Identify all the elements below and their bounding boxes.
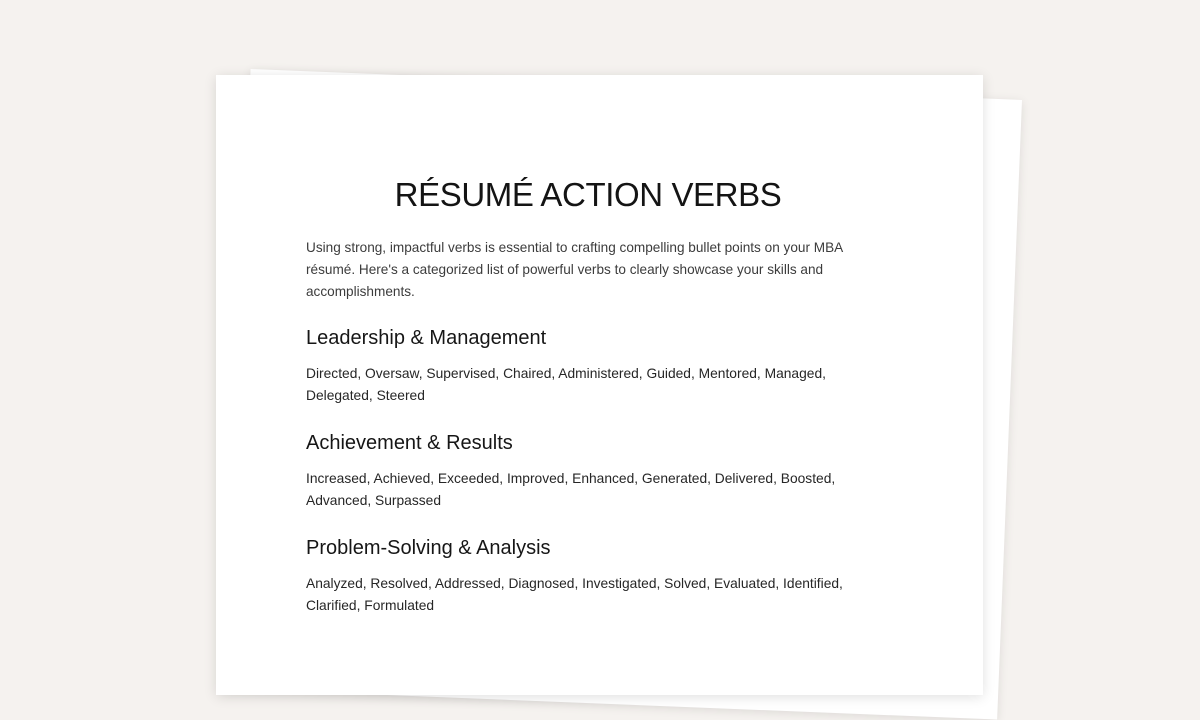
section-verbs-problem-solving: Analyzed, Resolved, Addressed, Diagnosed, Investigated, Solved, Evaluated, Identified, Clarified, Formulated <box>306 576 843 613</box>
intro-paragraph: Using strong, impactful verbs is essential to crafting compelling bullet points on your MBA résumé. Here's a categorized list of powerful verbs to clearly showcase your skills and accomplishments. <box>306 240 843 299</box>
section-verbs-leadership: Directed, Oversaw, Supervised, Chaired, Administered, Guided, Mentored, Managed, Delegated, Steered <box>306 366 826 403</box>
page-title: RÉSUMÉ ACTION VERBS <box>394 176 782 213</box>
document-page <box>216 75 983 695</box>
section-heading-leadership: Leadership & Management <box>306 327 547 349</box>
section-heading-achievement: Achievement & Results <box>306 432 513 454</box>
section-heading-problem-solving: Problem-Solving & Analysis <box>306 537 551 559</box>
section-verbs-achievement: Increased, Achieved, Exceeded, Improved, Enhanced, Generated, Delivered, Boosted, Advanced, Surpassed <box>306 471 836 508</box>
